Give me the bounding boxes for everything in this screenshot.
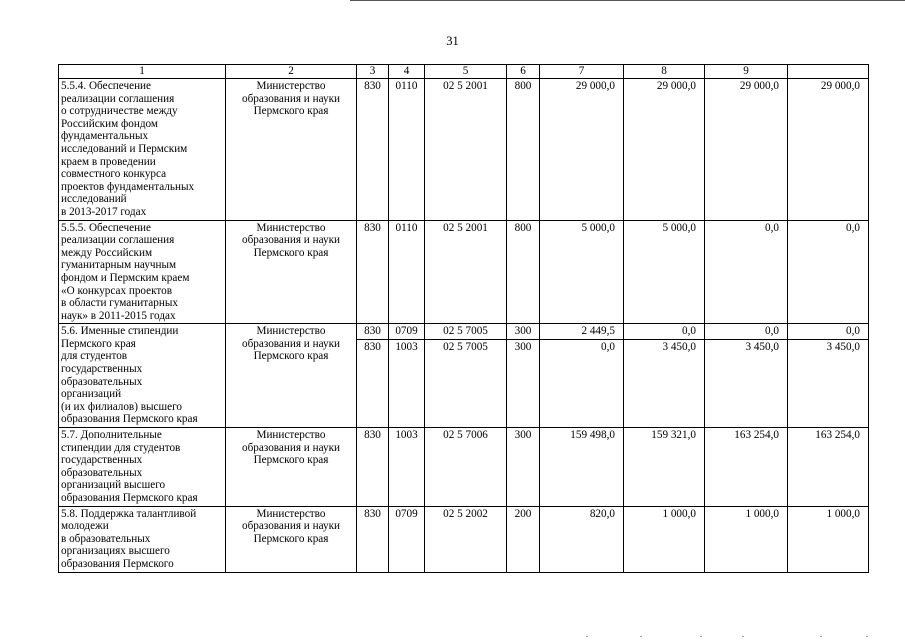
target-article: 02 5 7005 xyxy=(443,340,488,353)
table-row xyxy=(59,79,869,221)
expense-type: 800 xyxy=(507,220,540,324)
column-header-7: 7 xyxy=(540,65,624,79)
activity-name: 5.6. Именные стипендии Пермского края для студентов государственных образовательных организаций (и их филиалов) высшего образования Пермского края xyxy=(59,324,226,428)
amount-col9-group xyxy=(705,324,788,428)
responsible-executor: Министерство образования и науки Пермского края xyxy=(226,506,357,572)
activity-name: 5.5.5. Обеспечение реализации соглашения между Российским гуманитарным научным фондом и Пермским краем «О конкурсах проектов в области гуманитарных наук» в 2011-2015 годах xyxy=(59,220,226,324)
amount-col10: 0,0 xyxy=(788,324,868,340)
expense-type: 300 xyxy=(507,324,539,340)
expense-type: 200 xyxy=(507,506,540,572)
amount-col8-group xyxy=(624,324,705,428)
ministry-code-group xyxy=(357,324,389,428)
table-row xyxy=(59,428,869,507)
amount-col7: 2 449,5 xyxy=(540,324,623,340)
ministry-code: 830 xyxy=(357,79,389,221)
budget-table xyxy=(58,64,869,573)
amount-col8: 5 000,0 xyxy=(624,220,705,324)
amount-col9: 3 450,0 xyxy=(745,340,779,353)
activity-name: 5.8. Поддержка талантливой молодежи в образовательных организациях высшего образования Пермского xyxy=(59,506,226,572)
column-header-10 xyxy=(788,65,869,79)
page-number: 31 xyxy=(446,34,459,48)
section-code: 1003 xyxy=(389,428,425,507)
amount-col9: 0,0 xyxy=(705,324,787,340)
section-code: 0709 xyxy=(389,506,425,572)
section-code: 0110 xyxy=(389,79,425,221)
amount-col10: 1 000,0 xyxy=(788,506,869,572)
expense-type: 300 xyxy=(507,428,540,507)
activity-name: 5.5.4. Обеспечение реализации соглашения о сотрудничестве между Российским фондом фундаментальных исследований и Пермским краем в проведении совместного конкурса проектов фундаментальных исследований в 2013-2017 годах xyxy=(59,79,226,221)
table-row xyxy=(59,506,869,572)
expense-type: 300 xyxy=(514,340,532,353)
column-header-8: 8 xyxy=(624,65,705,79)
ministry-code: 830 xyxy=(364,340,381,353)
amount-col9: 163 254,0 xyxy=(705,428,788,507)
amount-col7: 0,0 xyxy=(601,340,615,353)
ministry-code: 830 xyxy=(357,220,389,324)
amount-col8: 1 000,0 xyxy=(624,506,705,572)
responsible-executor: Министерство образования и науки Пермского края xyxy=(226,324,357,428)
column-header-2: 2 xyxy=(226,65,357,79)
column-header-1: 1 xyxy=(59,65,226,79)
column-header-6: 6 xyxy=(507,65,540,79)
top-rule xyxy=(350,0,905,1)
amount-col10: 29 000,0 xyxy=(788,79,869,221)
amount-col9: 0,0 xyxy=(705,220,788,324)
amount-col9: 1 000,0 xyxy=(705,506,788,572)
target-article: 02 5 7005 xyxy=(425,324,506,340)
column-header-9: 9 xyxy=(705,65,788,79)
scan-noise xyxy=(0,636,905,638)
amount-col10-group xyxy=(788,324,869,428)
amount-col7: 5 000,0 xyxy=(540,220,624,324)
expense-type-group xyxy=(507,324,540,428)
amount-col7-group xyxy=(540,324,624,428)
amount-col10: 3 450,0 xyxy=(826,340,860,353)
target-article: 02 5 2001 xyxy=(425,220,507,324)
amount-col10: 163 254,0 xyxy=(788,428,869,507)
table-row xyxy=(59,324,869,428)
ministry-code: 830 xyxy=(357,324,388,340)
column-header-4: 4 xyxy=(389,65,425,79)
amount-col7: 820,0 xyxy=(540,506,624,572)
target-article-group xyxy=(425,324,507,428)
amount-col8: 0,0 xyxy=(624,324,704,340)
expense-type: 800 xyxy=(507,79,540,221)
responsible-executor: Министерство образования и науки Пермского края xyxy=(226,79,357,221)
ministry-code: 830 xyxy=(357,506,389,572)
target-article: 02 5 7006 xyxy=(425,428,507,507)
amount-col9: 29 000,0 xyxy=(705,79,788,221)
responsible-executor: Министерство образования и науки Пермского края xyxy=(226,428,357,507)
table-body xyxy=(59,79,869,573)
section-code: 0110 xyxy=(389,220,425,324)
amount-col10: 0,0 xyxy=(788,220,869,324)
column-header-5: 5 xyxy=(425,65,507,79)
amount-col8: 3 450,0 xyxy=(662,340,696,353)
target-article: 02 5 2002 xyxy=(425,506,507,572)
activity-name: 5.7. Дополнительные стипендии для студентов государственных образовательных организаций высшего образования Пермского края xyxy=(59,428,226,507)
section-code: 1003 xyxy=(395,340,418,353)
target-article: 02 5 2001 xyxy=(425,79,507,221)
section-code-group xyxy=(389,324,425,428)
amount-col8: 29 000,0 xyxy=(624,79,705,221)
header-row xyxy=(59,65,869,79)
column-header-3: 3 xyxy=(357,65,389,79)
amount-col7: 29 000,0 xyxy=(540,79,624,221)
section-code: 0709 xyxy=(389,324,424,340)
amount-col8: 159 321,0 xyxy=(624,428,705,507)
table-row xyxy=(59,220,869,324)
ministry-code: 830 xyxy=(357,428,389,507)
responsible-executor: Министерство образования и науки Пермского края xyxy=(226,220,357,324)
amount-col7: 159 498,0 xyxy=(540,428,624,507)
